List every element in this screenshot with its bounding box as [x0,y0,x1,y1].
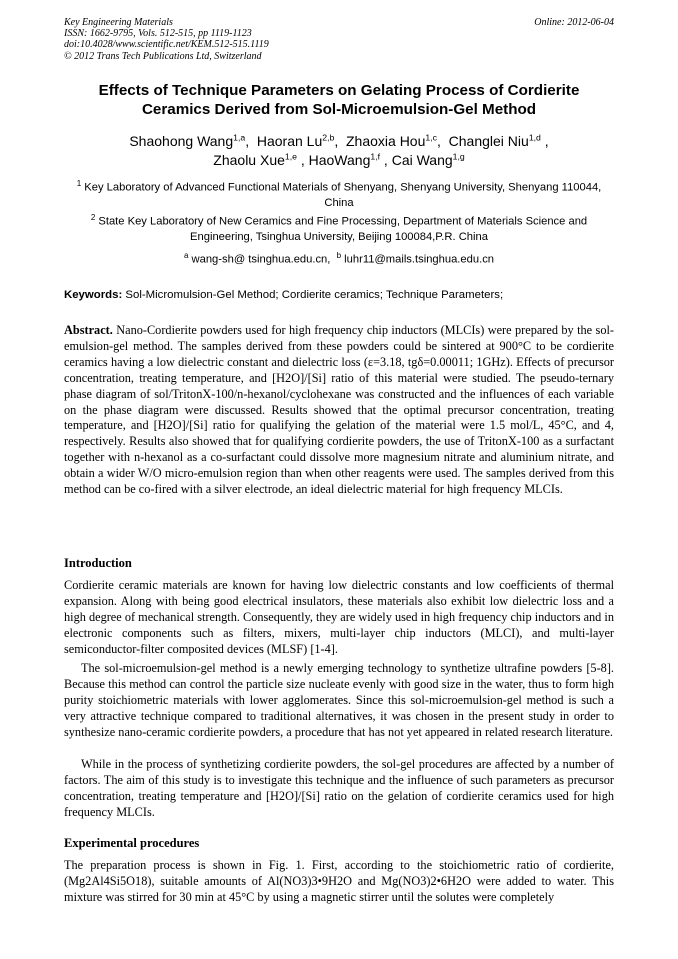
introduction-paragraph-2: The sol-microemulsion-gel method is a newly emerging technology to synthetize ultrafine powders [5-8]. Because this method can control the particle size nucleate evenly with good size in the water, thus to form high purity stoichiometric materials with lower agglomerates. Since this sol-microemulsion-gel method is such a very attractive technique compared to traditional alternatives, it was chosen in the present study in order to synthesize nano-ceramic cordierite powders, a procedure that has not yet appeared in related research literature. [64,661,614,739]
affiliation-number: 2 [90,213,96,222]
keywords-text: Sol-Micromulsion-Gel Method; Cordierite ceramics; Technique Parameters; [122,289,504,301]
author-affiliation-mark: 2,b [322,132,335,143]
abstract-text: Nano-Cordierite powders used for high frequency chip inductors (MLCIs) were prepared by the sol-emulsion-gel method. The samples derived from these powders could be sintered at 900°C to be cordierite ceramics having a low dielectric constant and dielectric loss (ε=3.18, tgδ=0.00011; 1GHz). Effects of precursor concentration, treating temperature, and [H2O]/[Si] ratio of this material were studied. The pseudo-ternary phase diagram of sol/TritonX-100/n-hexanol/cyclohexane was constructed and the influences of each variable on the phase diagram were discussed. Results showed that the optimal precursor concentration, treating temperature, and [H2O]/[Si] ratio for qualifying the gelation of the material were 1.5 mol/L, 45°C, and 4, respectively. Results also showed that for qualifying cordierite powders, the use of TritonX-100 as a surfactant together with n-hexanol as a co-surfactant could dissolve more magnesium nitrate and aluminium nitrate, and obtain a wider W/O micro-emulsion region than when other reagents were used. The samples derived from this method can be co-fired with a silver electrode, an ideal dielectric material for high frequency MLCIs. [64,323,614,497]
author-name: Cai Wang [391,152,453,168]
author-name: Changlei Niu [448,133,529,149]
author-name: Zhaolu Xue [213,152,285,168]
email-link[interactable]: luhr11@mails.tsinghua.edu.cn [344,253,495,266]
author-affiliation-mark: 1,e [284,151,297,162]
email-line [64,251,614,266]
doi-line: doi:10.4028/www.scientific.net/KEM.512-515.1119 [64,39,269,51]
keywords [64,289,614,301]
title-line-2: Ceramics Derived from Sol-Microemulsion-Gel Method [141,101,537,118]
title-line-1: Effects of Technique Parameters on Gelating Process of Cordierite [98,82,580,99]
affiliation-number: 1 [76,179,82,188]
paper-title [64,81,614,119]
section-heading-introduction: Introduction [64,556,132,570]
issn-line: ISSN: 1662-9795, Vols. 512-515, pp 1119-1123 [64,28,252,40]
author-affiliation-mark: 1,f [370,151,381,162]
email-mark: b [336,251,342,260]
section-heading-experimental: Experimental procedures [64,836,200,850]
journal-header [64,17,269,62]
abstract-label: Abstract. [64,323,113,337]
author-affiliation-mark: 1,g [452,151,465,162]
author-list [64,132,614,170]
affiliation-1 [64,176,614,211]
copyright-line: © 2012 Trans Tech Publications Ltd, Switzerland [64,50,262,62]
author-affiliation-mark: 1,c [425,132,437,143]
keywords-label: Keywords: [64,289,123,301]
journal-name: Key Engineering Materials [64,17,173,28]
experimental-paragraph-1: The preparation process is shown in Fig. 1. First, according to the stoichiometric ratio of cordierite, (Mg2Al4Si5O18), suitable amounts of Al(NO3)3•9H2O and Mg(NO3)2•6H2O were added to water. This mixture was stirred for 30 min at 45°C by using a magnetic stirrer until the solutes were completely [64,858,614,904]
author-name: Shaohong Wang [129,133,234,149]
author-name: Haoran Lu [256,133,323,149]
author-name: Zhaoxia Hou [346,133,426,149]
abstract [64,323,614,498]
affiliation-text: Key Laboratory of Advanced Functional Materials of Shenyang, Shenyang University, Shenyang 110044, China [84,181,602,209]
author-line-2: Zhaolu Xue$^{1,e}$ , HaoWang$^{1,f}$ , Cai Wang$^{1,g}$ [213,151,465,168]
author-affiliation-mark: 1,a [233,132,246,143]
introduction-paragraph-1: Cordierite ceramic materials are known for having low dielectric constants and low coefficients of thermal expansion. Along with being good electrical insulators, these materials also exhibit low dielectric loss and a high degree of mechanical strength. Consequently, they are widely used in high frequency chip inductors and in electronic components such as filters, mixers, multi-layer chip inductors (MLCI), and multi-layer semiconductor-filter composited devices (MLSF) [1-4]. [64,578,614,656]
email-link[interactable]: wang-sh@ tsinghua.edu.cn, [191,253,331,266]
author-line-1: Shaohong Wang$^{1,a}$, Haoran Lu$^{2,b}$, Zhaoxia Hou$^{1,c}$, Changlei Niu$^{1,d}$ , [129,132,549,149]
affiliation-text: State Key Laboratory of New Ceramics and Fine Processing, Department of Materials Science and Engineering, Tsinghua University, Beijing 100084,P.R. China [98,215,588,243]
author-affiliation-mark: 1,d [528,132,541,143]
affiliation-2 [64,210,614,245]
author-name: HaoWang [308,152,371,168]
online-date: Online: 2012-06-04 [534,17,614,28]
introduction-paragraph-3: While in the process of synthetizing cordierite powders, the sol-gel procedures are affected by a number of factors. The aim of this study is to investigate this technique and the influence of such parameters as precursor concentration, treating temperature and [H2O]/[Si] ratio on the gelation of cordierite ceramics used for high frequency MLCIs. [64,757,614,819]
email-mark: a [183,251,189,260]
